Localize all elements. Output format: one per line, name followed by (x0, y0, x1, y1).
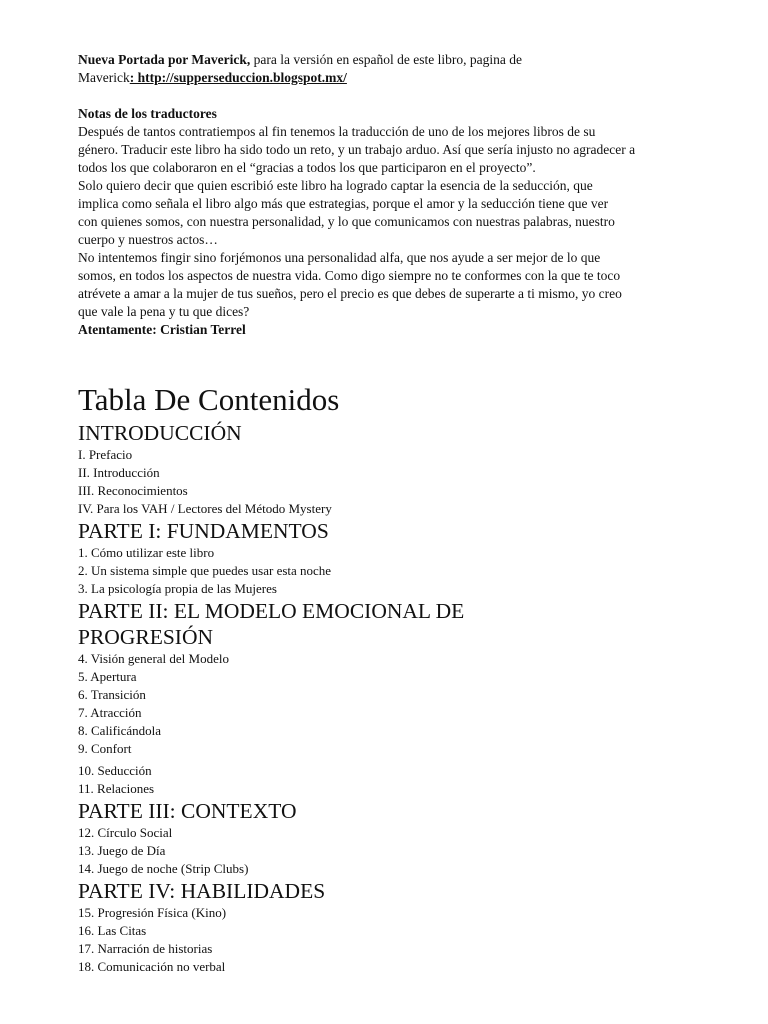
toc-item: I. Prefacio (78, 447, 133, 462)
toc-item: 9. Confort (78, 741, 132, 756)
intro-line: Solo quiero decir que quien escribió este libro ha logrado captar la esencia de la seducción, que (78, 178, 593, 193)
cover-credit-text: para la versión en español de este libro, pagina de (250, 52, 523, 67)
notes-heading: Notas de los traductores (78, 106, 217, 121)
table-of-contents (78, 380, 738, 976)
toc-item: III. Reconocimientos (78, 483, 188, 498)
intro-line: que vale la pena y tu que dices? (78, 304, 250, 319)
section-heading: PARTE IV: HABILIDADES (78, 879, 326, 903)
toc-item: 4. Visión general del Modelo (78, 651, 229, 666)
blog-link[interactable]: : http://supperseduccion.blogspot.mx/ (129, 70, 347, 85)
toc-item: 2. Un sistema simple que puedes usar esta noche (78, 563, 332, 578)
intro-line: implica como señala el libro algo más que estrategias, porque el amor y la seducción tiene que ver (78, 196, 609, 211)
toc-item: 18. Comunicación no verbal (78, 959, 226, 974)
toc-item: II. Introducción (78, 465, 160, 480)
intro-block (78, 51, 728, 339)
cover-credit-link-line (78, 69, 728, 87)
toc-item: 8. Calificándola (78, 723, 162, 738)
spacer (78, 87, 728, 105)
toc-item: 11. Relaciones (78, 781, 155, 796)
toc-item: 6. Transición (78, 687, 146, 702)
toc-item: 1. Cómo utilizar este libro (78, 545, 215, 560)
section-heading-continued: PROGRESIÓN (78, 625, 213, 649)
toc-item: 15. Progresión Física (Kino) (78, 905, 227, 920)
intro-line: somos, en todos los aspectos de nuestra vida. Como digo siempre no te conformes con la que te toco (78, 268, 621, 283)
section-heading: PARTE II: EL MODELO EMOCIONAL DE (78, 599, 465, 623)
section-heading: PARTE III: CONTEXTO (78, 799, 297, 823)
intro-line: cuerpo y nuestros actos… (78, 232, 218, 247)
cover-credit-prefix: Maverick (78, 70, 130, 85)
cover-credit-bold: Nueva Portada por Maverick, (78, 52, 251, 67)
toc-item: 7. Atracción (78, 705, 142, 720)
toc-item: 3. La psicología propia de las Mujeres (78, 581, 277, 596)
cover-credit-line (78, 51, 728, 69)
intro-line: género. Traducir este libro ha sido todo un reto, y un trabajo arduo. Así que sería injusto no agradecer a (78, 142, 636, 157)
toc-item: 5. Apertura (78, 669, 137, 684)
signature: Atentamente: Cristian Terrel (78, 322, 246, 337)
intro-line: con quienes somos, con nuestra personalidad, y lo que comunicamos con nuestras palabras, nuestro (78, 214, 615, 229)
intro-line: todos los que colaboraron en el “gracias a todos los que participaron en el proyecto”. (78, 160, 536, 175)
intro-line: atrévete a amar a la mujer de tus sueños, pero el precio es que debes de superarte a ti mismo, yo creo (78, 286, 622, 301)
toc-item: 12. Círculo Social (78, 825, 173, 840)
toc-title: Tabla De Contenidos (78, 382, 340, 417)
intro-line: No intentemos fingir sino forjémonos una personalidad alfa, que nos ayude a ser mejor de lo que (78, 250, 601, 265)
toc-item: 10. Seducción (78, 763, 152, 778)
toc-item: 14. Juego de noche (Strip Clubs) (78, 861, 249, 876)
toc-item: 16. Las Citas (78, 923, 147, 938)
toc-item: 13. Juego de Día (78, 843, 166, 858)
intro-line: Después de tantos contratiempos al fin tenemos la traducción de uno de los mejores libros de su (78, 124, 596, 139)
section-heading: INTRODUCCIÓN (78, 421, 242, 445)
toc-item: IV. Para los VAH / Lectores del Método Mystery (78, 501, 332, 516)
toc-item: 17. Narración de historias (78, 941, 213, 956)
section-heading: PARTE I: FUNDAMENTOS (78, 519, 329, 543)
